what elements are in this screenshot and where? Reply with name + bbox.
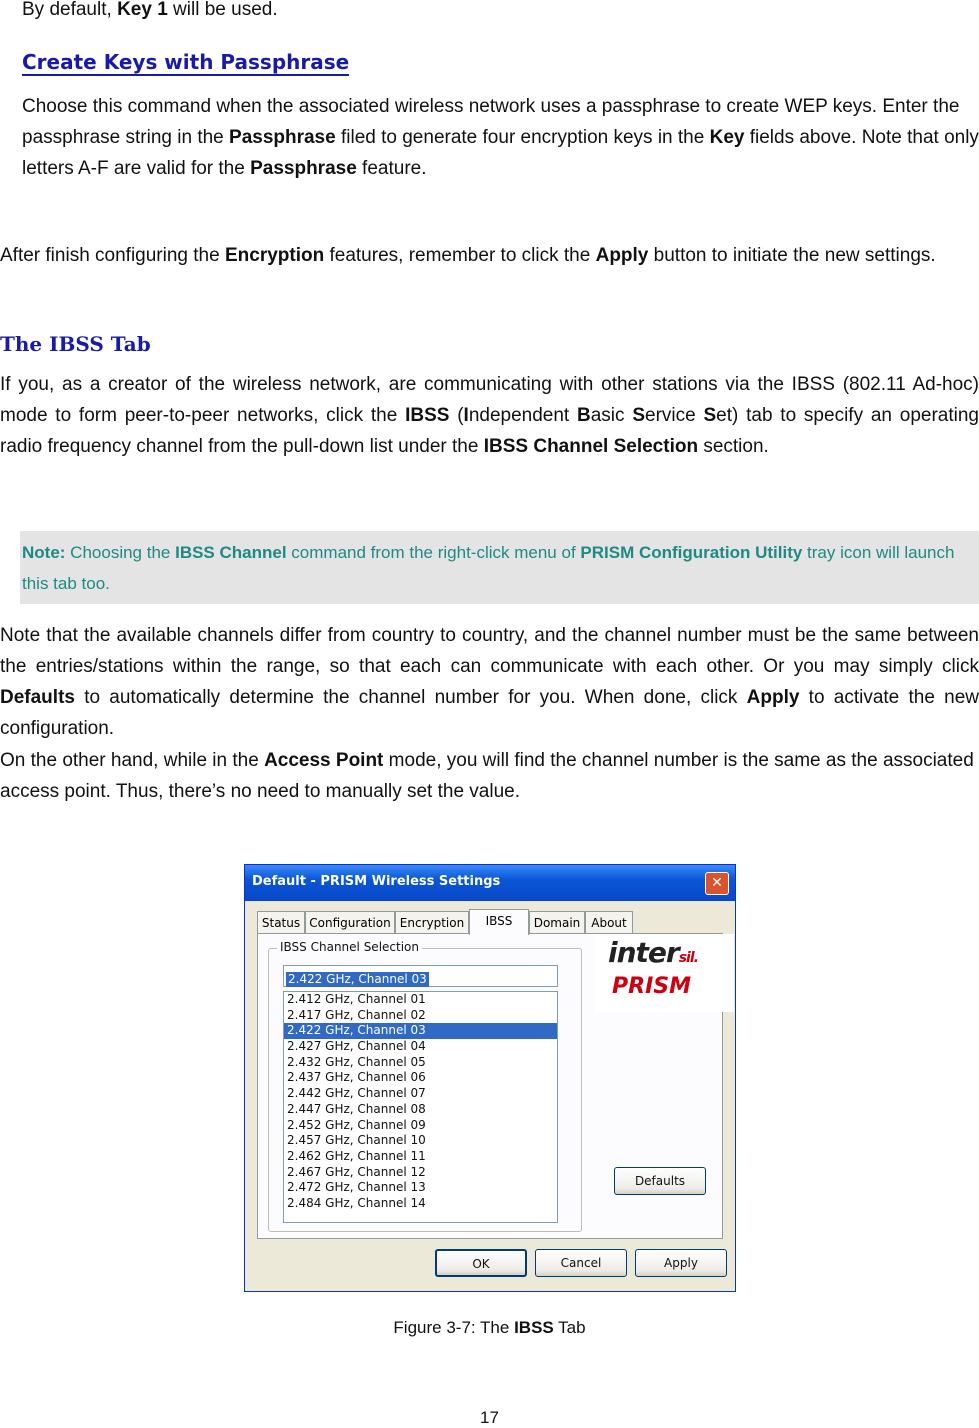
channel-list[interactable] [283,991,558,1223]
ibss-intro-paragraph: If you, as a creator of the wireless network, are communicating with other stations via the IBSS (802.11 Ad-hoc) mode to form peer-to-peer networks, click the IBSS (Independent Basic Service Set) tab to specify an operating radio frequency channel from the pull-down list under the IBSS Channel Selection section. [0,374,979,457]
prism-logo: PRISM [612,974,691,999]
channel-list-item[interactable]: 2.427 GHz, Channel 04 [287,1039,426,1054]
after-encryption-paragraph: After finish configuring the Encryption features, remember to click the Apply button to initiate the new settings. [0,245,936,266]
channel-list-item[interactable]: 2.457 GHz, Channel 10 [287,1133,426,1148]
ok-button[interactable]: OK [435,1249,527,1277]
defaults-button[interactable]: Defaults [614,1167,706,1195]
channel-list-item[interactable]: 2.452 GHz, Channel 09 [287,1117,426,1132]
passphrase-paragraph: Choose this command when the associated wireless network uses a passphrase to create WEP keys. Enter the passphrase string in the Passphrase filed to generate four encryption keys in the Key fields above. Note that only letters A-F are valid for the Passphrase feature. [22,96,979,179]
ibss-channel-group [268,940,582,1232]
tab-ibss[interactable]: IBSS [469,909,529,935]
channel-list-item[interactable]: 2.422 GHz, Channel 03 [284,1023,557,1039]
figure-caption: Figure 3-7: The IBSS Tab [393,1318,586,1337]
tab-domain[interactable]: Domain [529,911,585,934]
subheading-create-keys: Create Keys with Passphrase [22,50,350,74]
ibss-tab-panel [257,933,723,1239]
combo-value: 2.422 GHz, Channel 03 [288,972,427,986]
channel-list-item[interactable]: 2.417 GHz, Channel 02 [287,1007,426,1022]
channel-list-item[interactable]: 2.472 GHz, Channel 13 [287,1180,426,1195]
tab-about[interactable]: About [585,911,633,934]
cancel-button[interactable]: Cancel [535,1249,627,1277]
channel-list-item[interactable]: 2.412 GHz, Channel 01 [287,992,426,1006]
section-title-ibss: The IBSS Tab [0,332,151,356]
tab-configuration[interactable]: Configuration [305,911,395,934]
dialog-title: Default - PRISM Wireless Settings [252,874,501,889]
channel-list-item[interactable]: 2.484 GHz, Channel 14 [287,1195,426,1210]
close-icon[interactable]: ✕ [705,872,729,895]
channel-list-item[interactable]: 2.462 GHz, Channel 11 [287,1148,426,1163]
prism-settings-dialog [244,864,736,1292]
dialog-titlebar [245,865,735,901]
intersil-logo: intersil. [608,936,698,969]
channel-list-item[interactable]: 2.447 GHz, Channel 08 [287,1101,426,1116]
tab-encryption[interactable]: Encryption [395,911,469,934]
channel-list-item[interactable]: 2.467 GHz, Channel 12 [287,1164,426,1179]
channel-list-item[interactable]: 2.437 GHz, Channel 06 [287,1070,426,1085]
default-key-line: By default, Key 1 will be used. [22,0,278,20]
note-box: Note: Choosing the IBSS Channel command from the right-click menu of PRISM Configuration Utility tray icon will launch this tab too. [20,531,979,604]
tab-status[interactable]: Status [257,911,305,934]
group-label: IBSS Channel Selection [277,940,422,954]
channel-list-item[interactable]: 2.432 GHz, Channel 05 [287,1054,426,1069]
access-point-paragraph: On the other hand, while in the Access Point mode, you will find the channel number is the same as the associated access point. Thus, there’s no need to manually set the value. [0,750,974,802]
channel-combo[interactable] [283,965,558,987]
apply-button[interactable]: Apply [635,1249,727,1277]
logo-area [594,934,734,1012]
channels-paragraph: Note that the available channels differ from country to country, and the channel number must be the same between the entries/stations within the range, so that each can communicate with each other. Or you may simply click Defaults to automatically determine the channel number for you. When done, click Apply to activate the new configuration. [0,625,979,739]
channel-list-item[interactable]: 2.442 GHz, Channel 07 [287,1086,426,1101]
page-number: 17 [480,1408,499,1427]
